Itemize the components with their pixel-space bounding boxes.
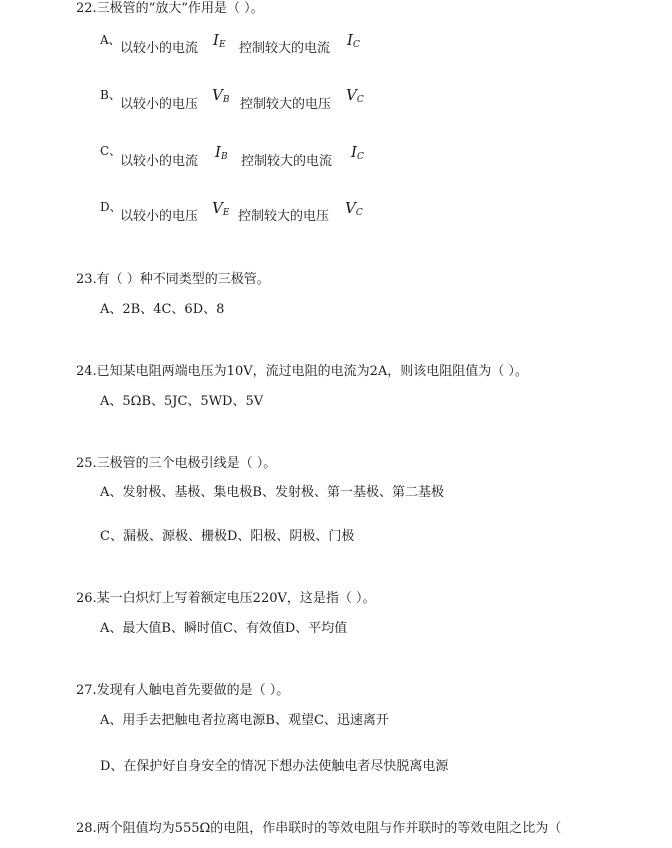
- question-27-option-line-2: D、在保护好自身安全的情况下想办法使触电者尽快脱离电源: [100, 759, 449, 774]
- question-24-options: A、5ΩB、5JC、5WD、5V: [100, 394, 264, 409]
- question-25-stem: 25.三极管的三个电极引线是（ ）。: [76, 456, 277, 471]
- question-23-stem: 23.有（ ）种不同类型的三极管。: [76, 272, 270, 287]
- question-22-stem: 22.三极管的“放大”作用是（ ）。: [76, 1, 264, 16]
- q22-option-c-var-1: $I_B$: [215, 143, 228, 162]
- question-24-stem: 24.已知某电阻两端电压为10V，流过电阻的电流为2A，则该电阻阻值为（ ）。: [76, 364, 528, 379]
- q22-option-b-text-2: 控制较大的电压: [240, 97, 332, 112]
- question-25-option-line-1: A、发射极、基极、集电极B、发射极、第一基极、第二基极: [100, 485, 444, 500]
- q22-option-c-var-2: $I_C$: [351, 143, 364, 162]
- question-27-stem: 27.发现有人触电首先要做的是（ ）。: [76, 683, 290, 698]
- q22-option-d-letter: D、: [100, 200, 122, 214]
- q22-option-b-var-1: $V_B$: [212, 86, 230, 105]
- question-26-stem: 26.某一白炽灯上写着额定电压220V，这是指（ ）。: [76, 591, 376, 606]
- question-28-stem: 28.两个阻值均为555Ω的电阻，作串联时的等效电阻与作并联时的等效电阻之比为（: [76, 821, 562, 836]
- q22-option-a-var-2: $I_C$: [347, 31, 360, 50]
- q22-option-b-text-1: 以较小的电压: [120, 97, 199, 112]
- q22-option-a-text-1: 以较小的电流: [120, 41, 199, 56]
- q22-option-a-letter: A、: [100, 33, 121, 47]
- q22-option-d-text-1: 以较小的电压: [120, 209, 199, 224]
- question-27-option-line-1: A、用手去把触电者拉离电源B、观望C、迅速离开: [100, 713, 389, 728]
- q22-option-a-text-2: 控制较大的电流: [239, 41, 331, 56]
- q22-option-d-var-1: $V_E$: [212, 199, 230, 218]
- question-25-option-line-2: C、漏极、源极、栅极D、阳极、阴极、门极: [100, 529, 355, 544]
- q22-option-c-letter: C、: [100, 144, 122, 158]
- q22-option-a-var-1: $I_E$: [213, 31, 226, 50]
- q22-option-c-text-2: 控制较大的电流: [241, 154, 333, 169]
- q22-option-d-var-2: $V_C$: [345, 199, 363, 218]
- question-26-options: A、最大值B、瞬时值C、有效值D、平均值: [100, 621, 348, 636]
- q22-option-c-text-1: 以较小的电流: [120, 154, 199, 169]
- q22-option-b-letter: B、: [100, 88, 121, 102]
- q22-option-d-text-2: 控制较大的电压: [238, 209, 330, 224]
- q22-option-b-var-2: $V_C$: [346, 86, 364, 105]
- question-23-options: A、2B、4C、6D、8: [100, 302, 225, 317]
